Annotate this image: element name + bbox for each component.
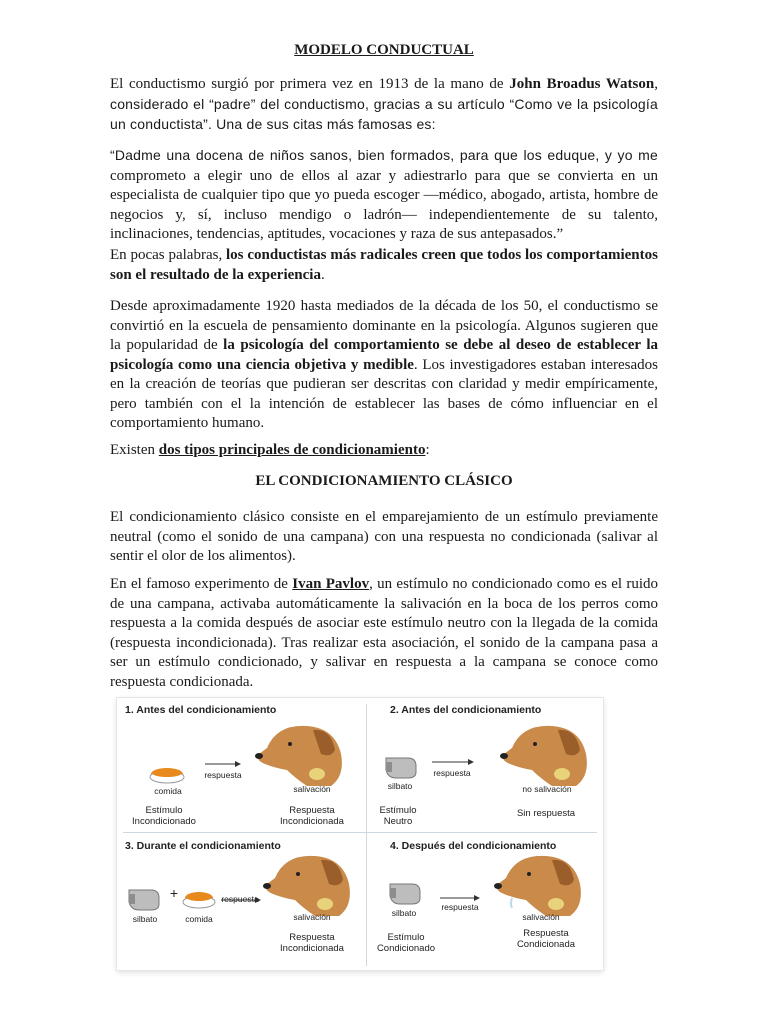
panel1-left-caption-2: Incondicionado [132,816,196,827]
dog-head-icon [263,856,350,916]
panel1-item-label: comida [154,786,182,796]
intro-comma: , [654,76,658,92]
panel3-item2-label: comida [185,914,213,924]
panel2-right-caption: Sin respuesta [516,808,576,819]
summary-paragraph [110,246,658,285]
history-text-c: . Los investigadores estaban interesados en la creación de teorías que pudieran ser descritas con claridad y medir empíricamente, pero también con el la intención de establecer las bases de cómo influenciar en el comportamiento humano. [110,356,658,431]
history-text-a: Desde aproximadamente 1920 hasta mediados de la década de los 50, el conductismo se convirtió en la escuela de pensamiento dominante en la psicología. Algunos sugieren que la popularidad de [110,298,658,353]
panel-after-conditioning [360,834,603,966]
dog-head-icon [494,856,581,916]
whistle-icon [129,890,159,910]
panel1-right-caption-2: Incondicionada [280,816,344,827]
panel2-left-caption-1: Estímulo [379,805,417,816]
figure-divider-horizontal [123,832,597,833]
panel1-right-caption-1: Respuesta [289,805,335,816]
arrow-icon [432,759,474,765]
panel3-result-label: salivación [293,912,331,922]
intro-paragraph [110,75,658,136]
panel4-right-caption-2: Condicionada [516,939,576,950]
panel3-arrow-label: respuesta [221,894,259,904]
intro-text-a: El conductismo surgió por primera vez en 1913 de la mano de [110,76,510,92]
panel4-item-label: silbato [391,908,417,918]
panel3-item1-label: silbato [132,914,158,924]
history-paragraph [110,297,658,434]
panel1-left-caption [119,805,209,827]
panel3-plus-sign: + [169,885,179,901]
panel4-left-caption-2: Condicionado [376,943,436,954]
panel2-left-caption [360,805,436,827]
food-bowl-icon [183,892,215,908]
panel2-title: 2. Antes del condicionamiento [390,704,542,716]
pavlov-paragraph [110,575,658,692]
history-bold: la psicología del comportamiento se debe al deseo de establecer la psicología como una ciencia objetiva y medible [110,337,658,373]
panel4-right-caption [506,928,586,950]
document-title: MODELO CONDUCTUAL [294,42,474,58]
pavlov-text-c: , un estímulo no condicionado como es el ruido de una campana, activaba automáticamente la salivación en la boca de los perros como respuesta a la comida después de asociar este estímulo neutro con la llegada de la comida (respuesta incondicionada). Tras realizar esta asociación, el sonido de la campana pasa a ser un estímulo condicionado, y salivar en respuesta a la campana se conoce como respuesta condicionada. [110,576,658,690]
classical-definition [110,508,658,567]
pavlov-text-a: En el famoso experimento de [110,576,293,592]
panel4-arrow-label: respuesta [441,902,479,912]
panel1-left-caption-1: Estímulo [145,805,183,816]
panel4-result-label: salivación [522,912,560,922]
pavlov-conditioning-figure [117,698,603,970]
panel1-result-label: salivación [293,784,331,794]
summary-text-a: En pocas palabras, [110,247,227,263]
watson-name: John Broadus Watson [509,76,655,92]
watson-quote [110,146,658,245]
panel4-left-caption [366,932,446,954]
panel1-arrow-label: respuesta [204,770,242,780]
arrow-icon [440,895,480,901]
quote-line-1: “Dadme una docena de niños sanos, bien formados, para que los eduque, y yo me [110,147,658,163]
pavlov-name: Ivan Pavlov [292,576,370,592]
types-paragraph [110,441,658,461]
arrow-icon [205,761,241,767]
dog-head-icon [500,726,587,786]
quote-rest: comprometo a elegir uno de ellos al azar y adiestrarlo para que se convierta en un especialista de cualquier tipo que yo pueda escoger —médico, abogado, artista, hombre de negocios y, sí, incluso mendigo o ladrón— independientemente de su talento, inclinaciones, tendencias, aptitudes, vocaciones y raza de sus antepasados.” [110,167,658,242]
food-bowl-icon [150,768,184,783]
panel4-title: 4. Después del condicionamiento [390,840,557,852]
types-text-a: Existen [110,442,159,458]
intro-text-d: considerado el “padre” del conductismo, gracias a su artículo “Como ve la psicología un conductista”. Una de sus citas más famosas es: [110,95,658,132]
panel3-right-caption [267,932,357,954]
panel2-result-label: no salivación [522,784,572,794]
whistle-icon [386,758,416,778]
panel4-right-caption-1: Respuesta [523,928,569,939]
summary-bold: los conductistas más radicales creen que todos los comportamientos son el resultado de la experiencia [110,247,658,283]
section-title-classical: EL CONDICIONAMIENTO CLÁSICO [255,473,513,489]
classical-definition-text: El condicionamiento clásico consiste en el emparejamiento de un estímulo previamente neutral (como el sonido de una campana) con una respuesta no condicionada (salivar al sentir el olor de los alimentos). [110,509,658,564]
panel1-title: 1. Antes del condicionamiento [125,704,277,716]
panel3-right-caption-2: Incondicionada [280,943,344,954]
panel2-arrow-label: respuesta [433,768,471,778]
panel-during-conditioning [117,834,360,966]
dog-head-icon [255,726,342,786]
types-underlined: dos tipos principales de condicionamiento [158,442,426,458]
panel1-right-caption [267,805,357,827]
panel2-item-label: silbato [387,781,413,791]
summary-period: . [320,266,325,283]
whistle-icon [390,884,420,904]
panel2-left-caption-2: Neutro [383,816,413,827]
types-colon: : [425,442,430,458]
panel-before-conditioning-whistle [360,698,603,830]
panel4-left-caption-1: Estímulo [387,932,425,943]
panel3-right-caption-1: Respuesta [289,932,335,943]
panel3-title: 3. Durante el condicionamiento [125,840,281,852]
panel-before-conditioning-food [117,698,360,830]
